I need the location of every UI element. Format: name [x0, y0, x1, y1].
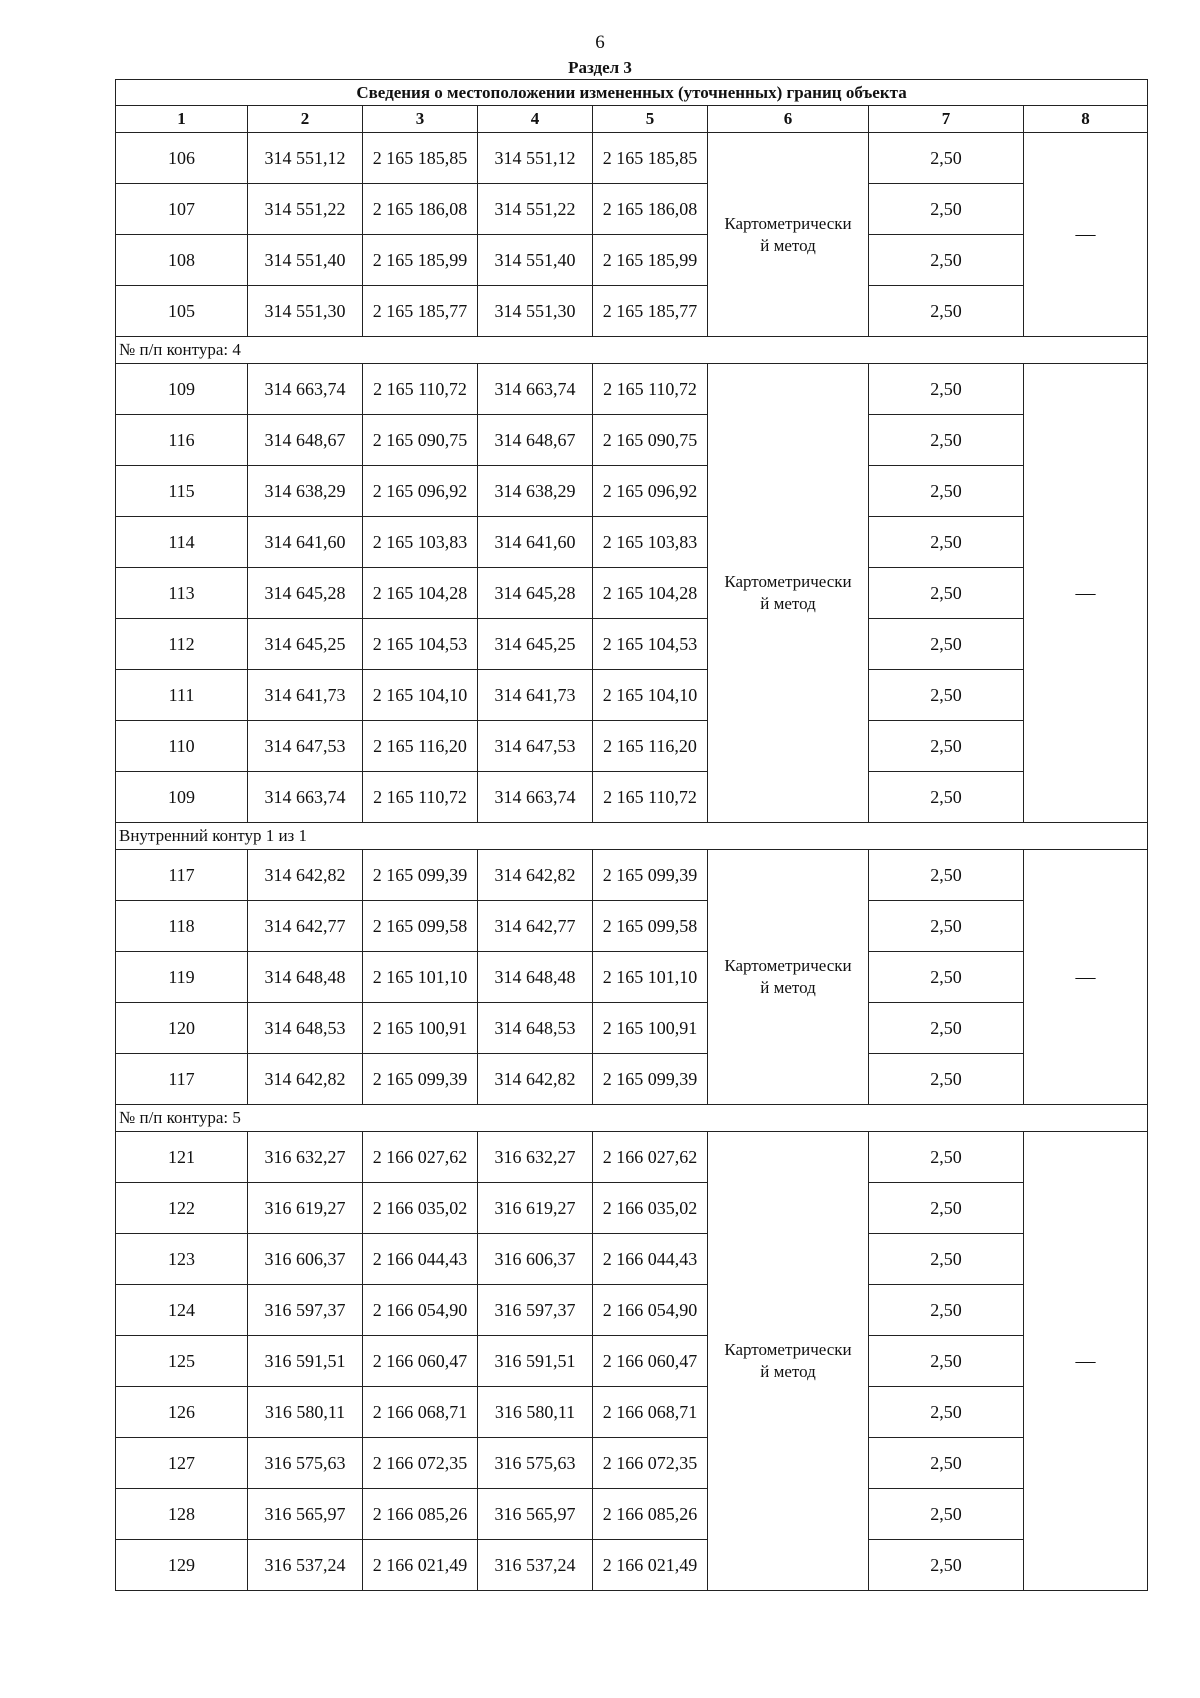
point-number-cell: 127 — [116, 1438, 248, 1489]
precision-cell: 2,50 — [869, 901, 1024, 952]
table-row — [116, 466, 1148, 517]
table-row — [116, 1183, 1148, 1234]
x-new-cell: 316 580,11 — [478, 1387, 593, 1438]
precision-cell: 2,50 — [869, 850, 1024, 901]
point-number-cell: 106 — [116, 133, 248, 184]
x-existing-cell: 314 642,77 — [248, 901, 363, 952]
point-number-cell: 113 — [116, 568, 248, 619]
x-new-cell: 314 551,12 — [478, 133, 593, 184]
precision-cell: 2,50 — [869, 466, 1024, 517]
x-new-cell: 314 648,67 — [478, 415, 593, 466]
column-header-7: 7 — [869, 106, 1024, 133]
boundary-coordinates-table — [115, 79, 1148, 1591]
y-new-cell: 2 166 035,02 — [593, 1183, 708, 1234]
table-row — [116, 133, 1148, 184]
x-existing-cell: 314 642,82 — [248, 1054, 363, 1105]
precision-cell: 2,50 — [869, 1336, 1024, 1387]
method-cell — [708, 133, 869, 337]
precision-cell: 2,50 — [869, 286, 1024, 337]
point-number-cell: 118 — [116, 901, 248, 952]
x-existing-cell: 316 606,37 — [248, 1234, 363, 1285]
point-number-cell: 115 — [116, 466, 248, 517]
y-existing-cell: 2 165 099,58 — [363, 901, 478, 952]
method-text-line: Картометрически — [724, 1340, 852, 1359]
precision-cell: 2,50 — [869, 517, 1024, 568]
table-row — [116, 1285, 1148, 1336]
table-row — [116, 1438, 1148, 1489]
precision-cell: 2,50 — [869, 1054, 1024, 1105]
precision-cell: 2,50 — [869, 184, 1024, 235]
x-existing-cell: 314 642,82 — [248, 850, 363, 901]
x-new-cell: 314 641,73 — [478, 670, 593, 721]
y-existing-cell: 2 165 100,91 — [363, 1003, 478, 1054]
y-existing-cell: 2 165 103,83 — [363, 517, 478, 568]
table-row — [116, 1003, 1148, 1054]
x-new-cell: 314 648,53 — [478, 1003, 593, 1054]
x-existing-cell: 316 580,11 — [248, 1387, 363, 1438]
table-row — [116, 568, 1148, 619]
y-existing-cell: 2 165 185,99 — [363, 235, 478, 286]
column-header-6: 6 — [708, 106, 869, 133]
x-new-cell: 314 645,28 — [478, 568, 593, 619]
y-existing-cell: 2 166 085,26 — [363, 1489, 478, 1540]
table-body — [116, 133, 1148, 1591]
y-existing-cell: 2 166 035,02 — [363, 1183, 478, 1234]
y-existing-cell: 2 165 110,72 — [363, 364, 478, 415]
point-number-cell: 114 — [116, 517, 248, 568]
table-row — [116, 1489, 1148, 1540]
x-new-cell: 314 663,74 — [478, 772, 593, 823]
column-header-row — [116, 106, 1148, 133]
y-new-cell: 2 165 186,08 — [593, 184, 708, 235]
x-existing-cell: 314 648,67 — [248, 415, 363, 466]
table-row — [116, 517, 1148, 568]
table-row — [116, 1540, 1148, 1591]
y-existing-cell: 2 165 110,72 — [363, 772, 478, 823]
x-new-cell: 314 551,40 — [478, 235, 593, 286]
point-number-cell: 110 — [116, 721, 248, 772]
table-row — [116, 1387, 1148, 1438]
y-new-cell: 2 165 110,72 — [593, 772, 708, 823]
point-number-cell: 117 — [116, 1054, 248, 1105]
precision-cell: 2,50 — [869, 364, 1024, 415]
precision-cell: 2,50 — [869, 415, 1024, 466]
x-new-cell: 314 642,82 — [478, 1054, 593, 1105]
x-existing-cell: 314 551,40 — [248, 235, 363, 286]
x-new-cell: 316 591,51 — [478, 1336, 593, 1387]
column-header-1: 1 — [116, 106, 248, 133]
precision-cell: 2,50 — [869, 1132, 1024, 1183]
column-header-8: 8 — [1024, 106, 1148, 133]
x-new-cell: 316 565,97 — [478, 1489, 593, 1540]
table-row — [116, 721, 1148, 772]
table-row — [116, 619, 1148, 670]
x-existing-cell: 314 663,74 — [248, 364, 363, 415]
x-new-cell: 316 537,24 — [478, 1540, 593, 1591]
y-existing-cell: 2 166 027,62 — [363, 1132, 478, 1183]
x-existing-cell: 314 663,74 — [248, 772, 363, 823]
column-8-cell: — — [1024, 364, 1148, 823]
y-existing-cell: 2 165 104,28 — [363, 568, 478, 619]
table-row — [116, 952, 1148, 1003]
x-new-cell: 314 663,74 — [478, 364, 593, 415]
y-existing-cell: 2 165 099,39 — [363, 850, 478, 901]
point-number-cell: 129 — [116, 1540, 248, 1591]
precision-cell: 2,50 — [869, 1489, 1024, 1540]
point-number-cell: 124 — [116, 1285, 248, 1336]
y-new-cell: 2 166 027,62 — [593, 1132, 708, 1183]
contour-group-row — [116, 823, 1148, 850]
y-new-cell: 2 166 054,90 — [593, 1285, 708, 1336]
y-existing-cell: 2 165 185,77 — [363, 286, 478, 337]
point-number-cell: 125 — [116, 1336, 248, 1387]
point-number-cell: 109 — [116, 364, 248, 415]
y-existing-cell: 2 165 104,10 — [363, 670, 478, 721]
precision-cell: 2,50 — [869, 1387, 1024, 1438]
table-row — [116, 415, 1148, 466]
precision-cell: 2,50 — [869, 1183, 1024, 1234]
x-new-cell: 316 575,63 — [478, 1438, 593, 1489]
x-existing-cell: 314 551,12 — [248, 133, 363, 184]
column-header-5: 5 — [593, 106, 708, 133]
precision-cell: 2,50 — [869, 568, 1024, 619]
y-new-cell: 2 165 100,91 — [593, 1003, 708, 1054]
x-existing-cell: 314 645,28 — [248, 568, 363, 619]
y-existing-cell: 2 165 116,20 — [363, 721, 478, 772]
x-existing-cell: 316 575,63 — [248, 1438, 363, 1489]
column-header-4: 4 — [478, 106, 593, 133]
y-existing-cell: 2 165 101,10 — [363, 952, 478, 1003]
y-new-cell: 2 165 110,72 — [593, 364, 708, 415]
y-new-cell: 2 165 099,58 — [593, 901, 708, 952]
method-text-line: й метод — [760, 978, 816, 997]
x-new-cell: 314 641,60 — [478, 517, 593, 568]
x-new-cell: 314 648,48 — [478, 952, 593, 1003]
y-existing-cell: 2 166 044,43 — [363, 1234, 478, 1285]
precision-cell: 2,50 — [869, 1285, 1024, 1336]
point-number-cell: 122 — [116, 1183, 248, 1234]
y-existing-cell: 2 165 186,08 — [363, 184, 478, 235]
contour-group-row — [116, 1105, 1148, 1132]
y-new-cell: 2 166 060,47 — [593, 1336, 708, 1387]
x-existing-cell: 316 537,24 — [248, 1540, 363, 1591]
point-number-cell: 123 — [116, 1234, 248, 1285]
x-new-cell: 316 619,27 — [478, 1183, 593, 1234]
x-new-cell: 314 638,29 — [478, 466, 593, 517]
table-row — [116, 1132, 1148, 1183]
y-existing-cell: 2 165 090,75 — [363, 415, 478, 466]
y-existing-cell: 2 165 185,85 — [363, 133, 478, 184]
y-new-cell: 2 166 072,35 — [593, 1438, 708, 1489]
page-number: 6 — [595, 32, 605, 53]
x-new-cell: 316 597,37 — [478, 1285, 593, 1336]
table-row — [116, 235, 1148, 286]
table-row — [116, 286, 1148, 337]
x-existing-cell: 314 647,53 — [248, 721, 363, 772]
point-number-cell: 120 — [116, 1003, 248, 1054]
precision-cell: 2,50 — [869, 619, 1024, 670]
table-row — [116, 772, 1148, 823]
x-existing-cell: 316 632,27 — [248, 1132, 363, 1183]
y-new-cell: 2 166 068,71 — [593, 1387, 708, 1438]
table-row — [116, 901, 1148, 952]
x-new-cell: 314 647,53 — [478, 721, 593, 772]
y-new-cell: 2 165 096,92 — [593, 466, 708, 517]
y-new-cell: 2 165 090,75 — [593, 415, 708, 466]
y-existing-cell: 2 165 099,39 — [363, 1054, 478, 1105]
table-caption: Сведения о местоположении измененных (уточненных) границ объекта — [116, 80, 1148, 106]
point-number-cell: 109 — [116, 772, 248, 823]
method-cell — [708, 364, 869, 823]
x-new-cell: 314 551,22 — [478, 184, 593, 235]
column-header-2: 2 — [248, 106, 363, 133]
y-new-cell: 2 165 116,20 — [593, 721, 708, 772]
contour-group-row — [116, 337, 1148, 364]
point-number-cell: 107 — [116, 184, 248, 235]
y-existing-cell: 2 165 096,92 — [363, 466, 478, 517]
x-new-cell: 314 642,77 — [478, 901, 593, 952]
precision-cell: 2,50 — [869, 772, 1024, 823]
precision-cell: 2,50 — [869, 1438, 1024, 1489]
x-existing-cell: 314 638,29 — [248, 466, 363, 517]
method-text-line: Картометрически — [724, 572, 852, 591]
x-existing-cell: 316 591,51 — [248, 1336, 363, 1387]
x-existing-cell: 314 641,73 — [248, 670, 363, 721]
table-row — [116, 1336, 1148, 1387]
method-text-line: Картометрически — [724, 213, 852, 233]
precision-cell: 2,50 — [869, 670, 1024, 721]
x-existing-cell: 314 645,25 — [248, 619, 363, 670]
point-number-cell: 121 — [116, 1132, 248, 1183]
y-new-cell: 2 166 044,43 — [593, 1234, 708, 1285]
column-8-cell: — — [1024, 1132, 1148, 1591]
x-new-cell: 314 642,82 — [478, 850, 593, 901]
method-text-line: й метод — [760, 1362, 816, 1381]
method-text-line: й метод — [760, 594, 816, 613]
x-new-cell: 314 645,25 — [478, 619, 593, 670]
contour-group-label: № п/п контура: 5 — [116, 1105, 1148, 1132]
point-number-cell: 126 — [116, 1387, 248, 1438]
y-new-cell: 2 166 021,49 — [593, 1540, 708, 1591]
y-new-cell: 2 165 185,85 — [593, 133, 708, 184]
precision-cell: 2,50 — [869, 721, 1024, 772]
x-existing-cell: 316 597,37 — [248, 1285, 363, 1336]
y-new-cell: 2 165 101,10 — [593, 952, 708, 1003]
x-existing-cell: 316 565,97 — [248, 1489, 363, 1540]
table-row — [116, 670, 1148, 721]
point-number-cell: 112 — [116, 619, 248, 670]
point-number-cell: 119 — [116, 952, 248, 1003]
x-new-cell: 316 606,37 — [478, 1234, 593, 1285]
point-number-cell: 128 — [116, 1489, 248, 1540]
y-new-cell: 2 165 104,10 — [593, 670, 708, 721]
precision-cell: 2,50 — [869, 952, 1024, 1003]
y-new-cell: 2 165 103,83 — [593, 517, 708, 568]
x-existing-cell: 314 648,48 — [248, 952, 363, 1003]
x-new-cell: 316 632,27 — [478, 1132, 593, 1183]
point-number-cell: 105 — [116, 286, 248, 337]
y-new-cell: 2 165 099,39 — [593, 850, 708, 901]
method-cell — [708, 1132, 869, 1591]
precision-cell: 2,50 — [869, 1003, 1024, 1054]
point-number-cell: 111 — [116, 670, 248, 721]
y-existing-cell: 2 166 060,47 — [363, 1336, 478, 1387]
section-title: Раздел 3 — [568, 58, 632, 77]
table-row — [116, 184, 1148, 235]
precision-cell: 2,50 — [869, 1234, 1024, 1285]
method-text-line: Картометрически — [724, 956, 852, 975]
y-new-cell: 2 165 104,28 — [593, 568, 708, 619]
x-existing-cell: 314 551,22 — [248, 184, 363, 235]
y-existing-cell: 2 166 021,49 — [363, 1540, 478, 1591]
x-existing-cell: 314 551,30 — [248, 286, 363, 337]
contour-group-label: № п/п контура: 4 — [116, 337, 1148, 364]
y-existing-cell: 2 166 072,35 — [363, 1438, 478, 1489]
y-existing-cell: 2 165 104,53 — [363, 619, 478, 670]
precision-cell: 2,50 — [869, 1540, 1024, 1591]
column-8-cell: — — [1024, 133, 1148, 337]
table-row — [116, 1054, 1148, 1105]
x-existing-cell: 314 641,60 — [248, 517, 363, 568]
y-new-cell: 2 165 099,39 — [593, 1054, 708, 1105]
y-existing-cell: 2 166 068,71 — [363, 1387, 478, 1438]
table-row — [116, 850, 1148, 901]
x-existing-cell: 314 648,53 — [248, 1003, 363, 1054]
precision-cell: 2,50 — [869, 133, 1024, 184]
method-text-line: й метод — [760, 235, 816, 255]
y-existing-cell: 2 166 054,90 — [363, 1285, 478, 1336]
column-header-3: 3 — [363, 106, 478, 133]
y-new-cell: 2 165 185,77 — [593, 286, 708, 337]
y-new-cell: 2 166 085,26 — [593, 1489, 708, 1540]
method-cell — [708, 850, 869, 1105]
column-8-cell: — — [1024, 850, 1148, 1105]
x-existing-cell: 316 619,27 — [248, 1183, 363, 1234]
y-new-cell: 2 165 185,99 — [593, 235, 708, 286]
point-number-cell: 108 — [116, 235, 248, 286]
point-number-cell: 116 — [116, 415, 248, 466]
table-row — [116, 364, 1148, 415]
table-row — [116, 1234, 1148, 1285]
point-number-cell: 117 — [116, 850, 248, 901]
contour-group-label: Внутренний контур 1 из 1 — [116, 823, 1148, 850]
x-new-cell: 314 551,30 — [478, 286, 593, 337]
precision-cell: 2,50 — [869, 235, 1024, 286]
y-new-cell: 2 165 104,53 — [593, 619, 708, 670]
